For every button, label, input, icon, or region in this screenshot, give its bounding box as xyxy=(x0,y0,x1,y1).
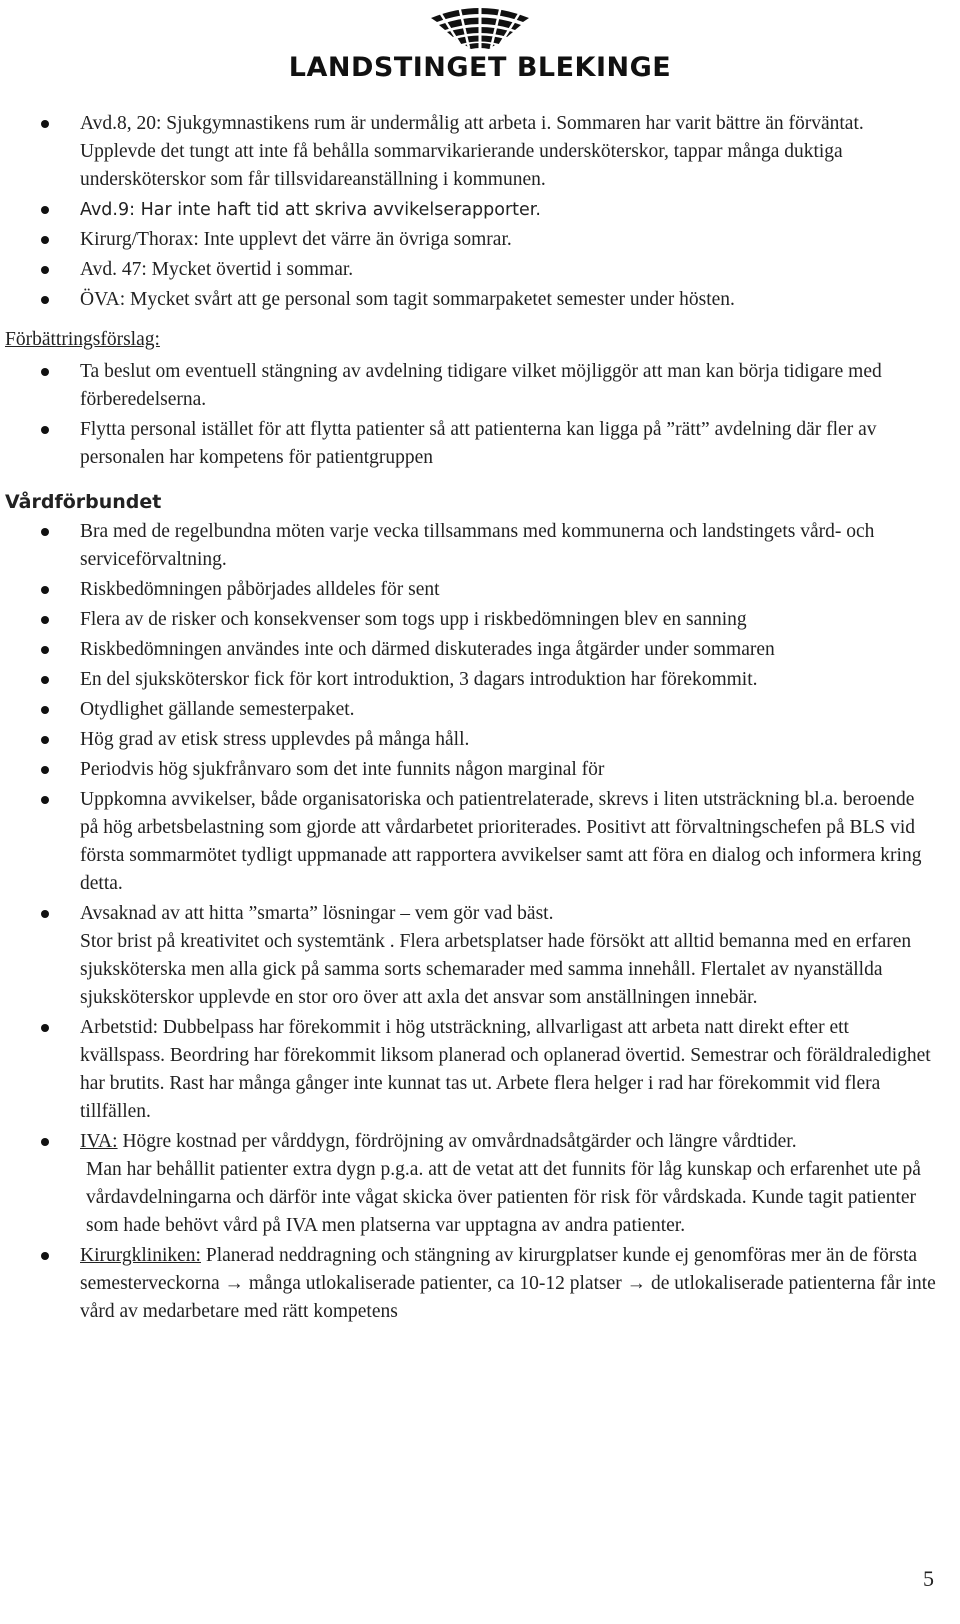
department-list xyxy=(5,226,955,314)
bullet-icon xyxy=(41,426,49,434)
document-body xyxy=(5,110,955,1326)
bullet-icon xyxy=(41,1024,49,1032)
bullet-icon xyxy=(41,586,49,594)
bullet-icon xyxy=(41,616,49,624)
list-item: Flera av de risker och konsekvenser som togs upp i riskbedömningen blev en sanning xyxy=(5,606,955,634)
iva-label: IVA: xyxy=(80,1131,118,1152)
list-item: Avsaknad av att hitta ”smarta” lösningar – vem gör vad bäst. Stor brist på kreativitet och systemtänk . Flera arbetsplatser hade försökt att alltid bemanna med en erfaren sjuksköterska men alla gick på samma sorts schemarader med samma innehåll. Flertalet av nyanställda sjuksköterskor upplevde en stor oro över att axla det ansvar som anställningen innebär. xyxy=(5,900,955,1012)
bullet-icon xyxy=(41,910,49,918)
logo-ship-icon xyxy=(425,0,535,50)
list-item: Avd. 47: Mycket övertid i sommar. xyxy=(5,256,955,284)
bullet-icon xyxy=(41,766,49,774)
list-item: Kirurg/Thorax: Inte upplevt det värre än övriga somrar. xyxy=(5,226,955,254)
sans-list xyxy=(5,196,955,224)
bullet-icon xyxy=(41,1252,49,1260)
bullet-icon xyxy=(41,266,49,274)
list-item: Uppkomna avvikelser, både organisatoriska och patientrelaterade, skrevs i liten utsträckning bl.a. beroende på hög arbetsbelastning som gjorde att vårdarbetet prioriterades. Positivt att förvaltningschefen på BLS vid första sommarmötet tydligt uppmanade att rapportera avvikelser samt att föra en dialog och informera kring detta. xyxy=(5,786,955,898)
intro-list xyxy=(5,110,955,194)
list-item: Avd.8, 20: Sjukgymnastikens rum är undermålig att arbeta i. Sommaren har varit bättre än förväntat. Upplevde det tungt att inte få behålla sommarvikarierande undersköterskor, tappar många duktiga undersköterskor som får tillsvidareanställning i kommunen. xyxy=(5,110,955,194)
improvement-heading: Förbättringsförslag: xyxy=(5,329,160,350)
improvement-list xyxy=(5,358,955,472)
list-item: Arbetstid: Dubbelpass har förekommit i hög utsträckning, allvarligast att arbeta natt direkt efter ett kvällspass. Beordring har förekommit liksom planerad och oplanerad övertid. Semestrar och föräldraledighet har brutits. Rast har många gånger inte kunnat tas ut. Arbete flera helger i rad har förekommit vid flera tillfällen. xyxy=(5,1014,955,1126)
list-item: Riskbedömningen användes inte och därmed diskuterades inga åtgärder under sommaren xyxy=(5,636,955,664)
list-item: Avd.9: Har inte haft tid att skriva avvikelserapporter. xyxy=(5,196,955,224)
page-number: 5 xyxy=(923,1566,934,1591)
list-item: Kirurgkliniken: Planerad neddragning och stängning av kirurgplatser kunde ej genomföras mer än de första semesterveckorna → många utlokaliserade patienter, ca 10-12 platser → de utlokaliserade patienterna får inte vård av medarbetare med rätt kompetens xyxy=(5,1242,955,1326)
bullet-icon xyxy=(41,206,49,214)
bullet-icon xyxy=(41,646,49,654)
list-item: IVA: Högre kostnad per vårddygn, fördröjning av omvårdnadsåtgärder och längre vårdtider. Man har behållit patienter extra dygn p.g.a. att de vetat att det funnits för låg kunskap och erfarenhet ute på vårdavdelningarna och därför inte vågat skicka över patienten för risk för vårdskada. Kunde tagit patienter som hade behövt vård på IVA men platserna var upptagna av andra patienter. xyxy=(5,1128,955,1240)
bullet-icon xyxy=(41,706,49,714)
kirurgkliniken-label: Kirurgkliniken: xyxy=(80,1245,201,1266)
list-item: Riskbedömningen påbörjades alldeles för sent xyxy=(5,576,955,604)
org-name: LANDSTINGET BLEKINGE xyxy=(288,52,672,83)
bullet-icon xyxy=(41,120,49,128)
vardforbundet-list xyxy=(5,518,955,1326)
list-item: En del sjuksköterskor fick för kort introduktion, 3 dagars introduktion har förekommit. xyxy=(5,666,955,694)
list-item: ÖVA: Mycket svårt att ge personal som tagit sommarpaketet semester under hösten. xyxy=(5,286,955,314)
list-item: Ta beslut om eventuell stängning av avdelning tidigare vilket möjliggör att man kan börja tidigare med förberedelserna. xyxy=(5,358,955,414)
bullet-icon xyxy=(41,676,49,684)
header-logo xyxy=(290,0,670,90)
list-item: Periodvis hög sjukfrånvaro som det inte funnits någon marginal för xyxy=(5,756,955,784)
list-item: Flytta personal istället för att flytta patienter så att patienterna kan ligga på ”rätt” avdelning där fler av personalen har kompetens för patientgruppen xyxy=(5,416,955,472)
bullet-icon xyxy=(41,296,49,304)
bullet-icon xyxy=(41,528,49,536)
list-item: Bra med de regelbundna möten varje vecka tillsammans med kommunerna och landstingets vård- och serviceförvaltning. xyxy=(5,518,955,574)
bullet-icon xyxy=(41,368,49,376)
section-heading-vardforbundet: Vårdförbundet xyxy=(5,491,162,513)
list-item: Hög grad av etisk stress upplevdes på många håll. xyxy=(5,726,955,754)
bullet-icon xyxy=(41,236,49,244)
bullet-icon xyxy=(41,1138,49,1146)
bullet-icon xyxy=(41,796,49,804)
list-item: Otydlighet gällande semesterpaket. xyxy=(5,696,955,724)
bullet-icon xyxy=(41,736,49,744)
